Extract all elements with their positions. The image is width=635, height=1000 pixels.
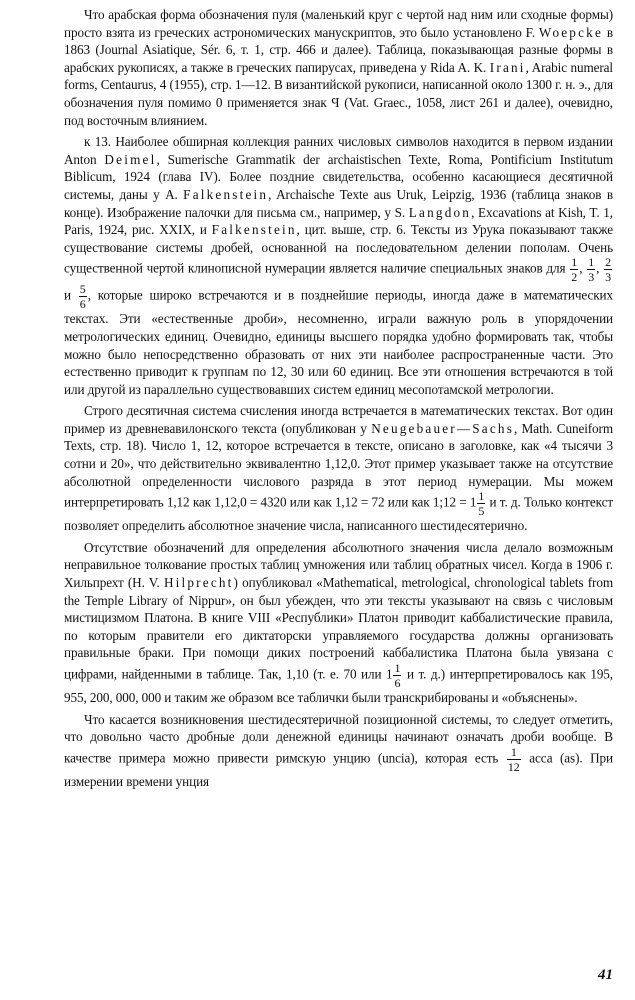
- fraction-denominator: 3: [588, 270, 595, 285]
- text-run: к 13. Наиболее обширная коллекция ранних числовых символов находится в первом издании Anton: [64, 134, 613, 167]
- text-run: Строго десятичная система счисления иногда встречается в математических текстах. Вот один пример из древневавилонского текста (опубликован у: [64, 403, 613, 436]
- text-run: Отсутствие обозначений для определения абсолютного значения числа делало возможным неправильное толкование простых таблиц умножения или таблиц обратных чисел. Когда в 1906 г. Хильпрехт (H. V.: [64, 539, 613, 591]
- fraction-denominator: 12: [507, 759, 520, 774]
- text-run: , Archaische Texte aus Uruk, Leipzig, 1936 (таблица знаков в конце). Изображение палочки для письма см., например, у S.: [64, 186, 613, 220]
- paragraph-sexagesimal-origin: [64, 711, 613, 791]
- fraction-one-half: [570, 256, 578, 283]
- fraction-denominator: 6: [394, 676, 401, 690]
- fraction-one-third: [587, 256, 595, 283]
- paragraph-hilprecht: [64, 539, 613, 707]
- text-run: и т. д. Только контекст позволяет определить абсолютное значение числа, написанного шестидесятерично.: [64, 494, 613, 534]
- fraction-numerator: 1: [394, 661, 401, 675]
- fraction-five-sixths: [79, 283, 87, 310]
- fraction-one-fifth: [477, 490, 485, 517]
- author-name: Woepcke: [538, 24, 604, 40]
- fraction-numerator: 5: [79, 282, 86, 297]
- text-run: и т. д.) интерпретировалось как 195, 955, 200, 000, 000 и таким же образом все таблички были транскрибированы и «объяснены».: [64, 666, 613, 705]
- fraction-numerator: 2: [605, 255, 611, 270]
- author-name: Irani: [489, 59, 526, 75]
- text-run: ,: [596, 260, 604, 276]
- text-run: ) опубликовал «Mathematical, metrological, chronological tablets from the Temple Library of Nippur», он был убежден, что эти тексты указывают на связь с числовым мистицизмом Платона. В книге VIII «Республики» Платон приводит каббалистические правила, по которым правители его диктаторски управляемого государства должны организовать правильные браки. При помощи диких построений каббалистика Платона была увязана с цифрами, найденными в таблице. Так, 1,10 (т. е. 70 или 1: [64, 575, 613, 682]
- author-name: Hilprecht: [163, 575, 234, 591]
- text-run: , Arabic numeral forms, Centaurus, 4 (1955), стр. 1—12. В византийской рукописи, написанной около 1300 г. н. э., для обозначения пуля помимо 0 применяется знак Ϥ (Vat. Graec., 1058, лист 261 и далее), очевидно, под восточным влиянием.: [64, 59, 613, 128]
- author-name: Falkenstein: [183, 186, 269, 202]
- paragraph-arabic-zero: [64, 6, 613, 129]
- author-name: Deimel: [104, 151, 157, 167]
- text-run: ,: [579, 260, 587, 276]
- author-name: Langdon: [408, 204, 472, 220]
- text-run: и: [64, 287, 78, 303]
- fraction-numerator: 1: [507, 746, 521, 760]
- fraction-denominator: 5: [478, 504, 485, 519]
- author-name: Neugebauer—Sachs: [371, 420, 515, 436]
- fraction-numerator: 1: [571, 255, 578, 270]
- fraction-denominator: 2: [571, 270, 578, 285]
- text-run: , Sumerische Grammatik der archaistischen Texte, Roma, Pontificium Institutum Biblicum, 1924 (глава IV). Более поздние свидетельства, особенно касающиеся десятичной системы, даны у A.: [64, 151, 613, 202]
- fraction-denominator: 6: [79, 297, 86, 312]
- fraction-denominator: 3: [605, 270, 611, 285]
- fraction-one-twelfth: [507, 746, 521, 773]
- author-name: Falkenstein: [211, 222, 297, 238]
- fraction-numerator: 1: [478, 489, 485, 504]
- text-run: Что арабская форма обозначения пуля (маленький круг с чертой над ним или сходные формы) просто взята из греческих астрономических манускриптов, это было установлено F.: [64, 7, 613, 40]
- text-run: в 1863 (Journal Asiatique, Sér. 6, т. 1, стр. 466 и далее). Таблица, показывающая разные формы в арабских рукописях, а также в греческих папирусах, приведена у Rida A. K.: [64, 24, 613, 75]
- text-run: , Math. Cuneiform Texts, стр. 18). Число 1, 12, которое встречается в тексте, описано в заголовке, как «4 тысячи 3 сотни и 20», что действительно эквивалентно 1,12,0. Этот пример указывает также на отсутствие абсолютной определенности числового разряда в этот период нумерации. Мы можем интерпретировать 1,12 как 1,12,0 = 4320 или как 1,12 = 72 или как 1;12 = 1: [64, 420, 613, 510]
- text-run: , которые широко встречаются и в позднейшие периоды, иногда даже в математических текстах. Эти «естественные дроби», несомненно, играли важную роль в упорядочении метрологических единиц. Очевидно, единицы высшего порядка удобно формировать так, чтобы можно было непосредственно образовать от них эти наиболее распространенные части. Это естественно приводит к группам по 12, 30 или 60 единиц. Все эти отношения встречаются в той или другой из параллельно существовавших систем единиц месопотамской метрологии.: [64, 287, 614, 397]
- text-run: , цит. выше, стр. 6. Тексты из Урука показывают также существование системы дробей, основанной на последовательном делении пополам. Очень существенной чертой клинописной нумерации является наличие специальных знаков для: [64, 222, 613, 276]
- paragraph-decimal-system: [64, 402, 613, 535]
- text-run: асса (as). При измерении времени унция: [64, 750, 613, 789]
- page-number: 41: [598, 967, 613, 983]
- text-run: Что касается возникновения шестидесятеричной позиционной системы, то следует отметить, что довольно часто дробные доли денежной единицы начинают означать дроби вообще. В качестве примера можно привести римскую унцию (uncia), которая есть: [64, 711, 613, 766]
- fraction-numerator: 1: [588, 255, 595, 270]
- paragraph-note-13: [64, 133, 613, 398]
- fraction-one-sixth: [393, 662, 401, 689]
- fraction-two-thirds: [604, 256, 612, 283]
- text-run: , Excavations at Kish, T. 1, Paris, 1924, рис. XXIX, и: [64, 204, 613, 238]
